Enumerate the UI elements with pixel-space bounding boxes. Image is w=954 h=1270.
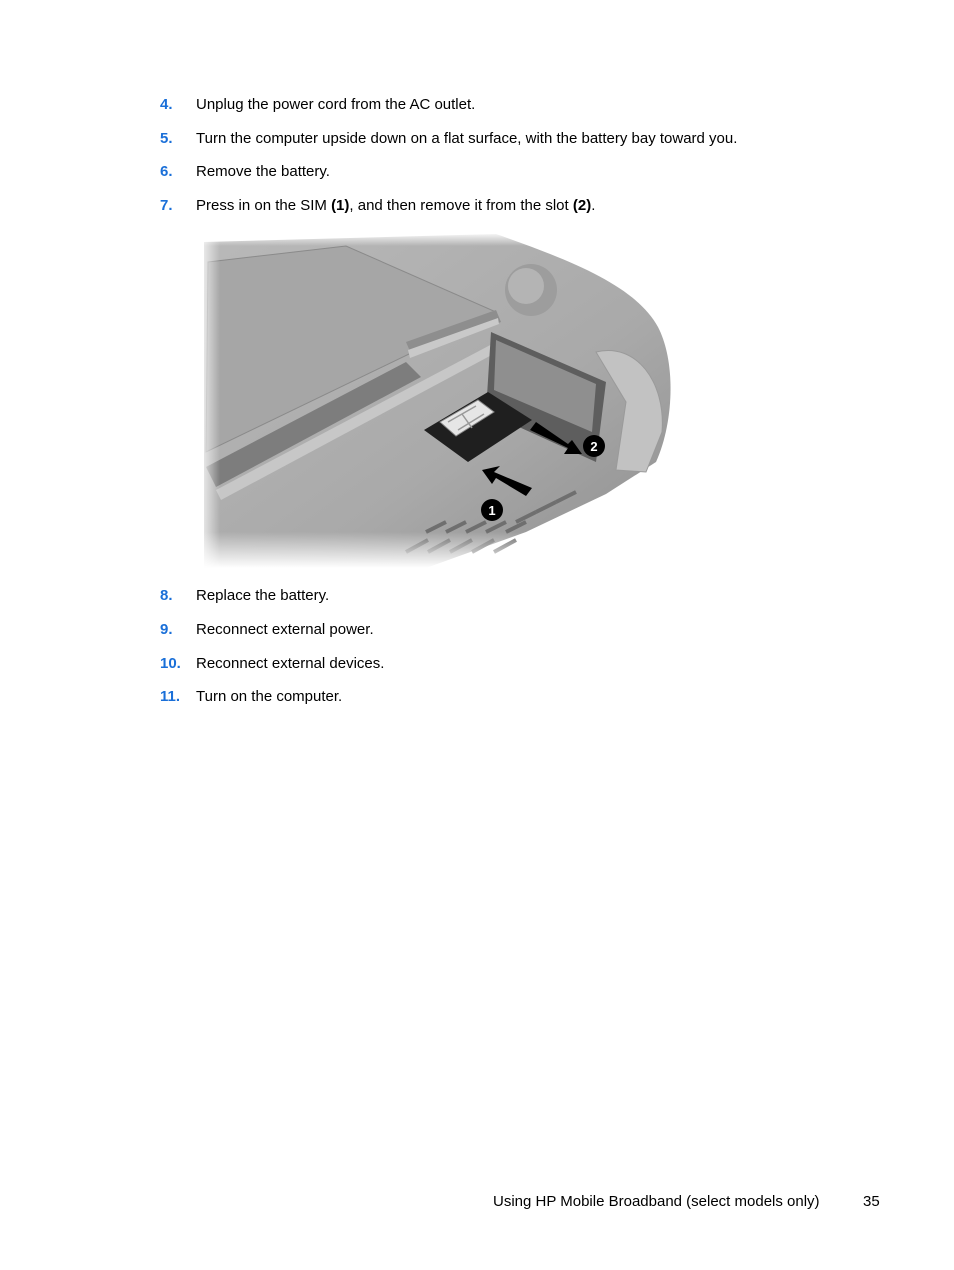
- step-number: 8.: [160, 587, 173, 604]
- step-5: [160, 130, 737, 148]
- footer-title: Using HP Mobile Broadband (select models only): [493, 1193, 820, 1210]
- callout-ref-1: (1): [331, 197, 350, 214]
- step-text: Replace the battery.: [196, 587, 330, 604]
- step-6: [160, 163, 330, 181]
- step-7: [160, 197, 595, 215]
- step-text: [196, 197, 595, 214]
- step-text: Turn the computer upside down on a flat surface, with the battery bay toward you.: [196, 130, 738, 147]
- step-number: 7.: [160, 197, 173, 214]
- step-number: 11.: [160, 688, 181, 705]
- step-4: [160, 96, 475, 114]
- step-text: Reconnect external power.: [196, 621, 374, 638]
- step-text-part: , and then remove it from the slot: [349, 197, 573, 214]
- step-text: Reconnect external devices.: [196, 655, 385, 672]
- step-8: [160, 587, 329, 605]
- page-number: 35: [863, 1193, 880, 1210]
- callout-2-label: 2: [590, 439, 598, 454]
- step-11: [160, 688, 342, 706]
- step-number: 4.: [160, 96, 173, 113]
- step-text: Remove the battery.: [196, 163, 330, 180]
- step-10: [160, 655, 384, 673]
- sim-removal-illustration: [196, 232, 680, 568]
- step-number: 5.: [160, 130, 173, 147]
- step-text-part: Press in on the SIM: [196, 197, 332, 214]
- step-text-part: .: [591, 197, 596, 214]
- callout-1-label: 1: [488, 503, 496, 518]
- step-number: 9.: [160, 621, 173, 638]
- callout-ref-2: (2): [572, 197, 592, 214]
- step-text: Unplug the power cord from the AC outlet.: [196, 96, 476, 113]
- step-number: 10.: [160, 655, 181, 672]
- step-number: 6.: [160, 163, 173, 180]
- step-text: Turn on the computer.: [196, 688, 343, 705]
- step-9: [160, 621, 374, 639]
